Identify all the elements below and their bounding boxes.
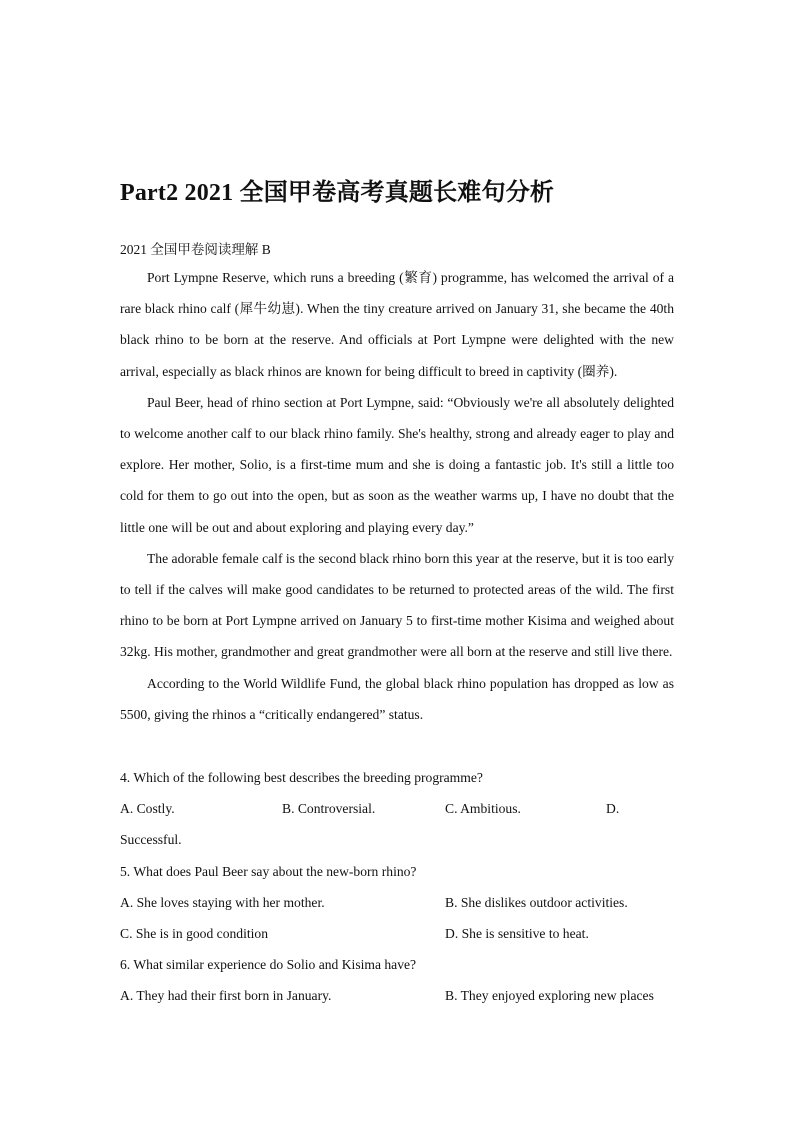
question-options-6-row1	[120, 980, 674, 1011]
option-5d: D. She is sensitive to heat.	[445, 925, 589, 941]
question-options-5-row2	[120, 918, 674, 949]
section-label: 2021 全国甲卷阅读理解 B	[120, 242, 271, 257]
passage-paragraph-4: According to the World Wildlife Fund, the global black rhino population has dropped as low as 5500, giving the rhinos a “critically endangered” status.	[120, 675, 674, 722]
option-5b: B. She dislikes outdoor activities.	[445, 894, 628, 910]
option-5c: C. She is in good condition	[120, 925, 269, 941]
option-5a: A. She loves staying with her mother.	[120, 894, 325, 910]
passage-paragraph-2: Paul Beer, head of rhino section at Port Lympne, said: “Obviously we're all absolutely delighted to welcome another calf to our black rhino family. She's healthy, strong and already eager to play and explore. Her mother, Solio, is a first-time mum and she is doing a fantastic job. It's still a little too cold for them to go out into the open, but as soon as the weather warms up, I have no doubt that the little one will be out and about exploring and playing every day.”	[120, 394, 674, 535]
document-title: Part2 2021 全国甲卷高考真题长难句分析	[120, 180, 555, 206]
passage-paragraph-1: Port Lympne Reserve, which runs a breeding (繁育) programme, has welcomed the arrival of a rare black rhino calf (犀牛幼崽). When the tiny creature arrived on January 31, she became the 40th black rhino to be born at the reserve. And officials at Port Lympne were delighted with the new arrival, especially as black rhinos are known for being difficult to breed in captivity (圈养).	[120, 270, 674, 379]
option-6b: B. They enjoyed exploring new places	[445, 988, 654, 1004]
question-list	[120, 762, 674, 1012]
option-4d: D.	[606, 801, 620, 817]
question-stem-5: 5. What does Paul Beer say about the new-born rhino?	[120, 863, 417, 879]
passage-paragraph-3: The adorable female calf is the second black rhino born this year at the reserve, but it is too early to tell if the calves will make good candidates to be returned to protected areas of the wild. The first rhino to be born at Port Lympne arrived on January 5 to first-time mother Kisima and weighed about 32kg. His mother, grandmother and great grandmother were all born at the reserve and still live there.	[120, 550, 674, 660]
option-4c: C. Ambitious.	[445, 801, 521, 817]
question-stem-6: 6. What similar experience do Solio and Kisima have?	[120, 957, 417, 973]
question-stem-4: 4. Which of the following best describes the breeding programme?	[120, 770, 483, 785]
question-options-5-row1	[120, 887, 674, 918]
question-options-4	[120, 793, 674, 824]
option-4d-text: Successful.	[120, 832, 182, 848]
option-6a: A. They had their first born in January.	[120, 988, 332, 1004]
option-4a: A. Costly.	[120, 801, 175, 817]
reading-passage	[120, 262, 674, 730]
option-4b: B. Controversial.	[282, 801, 376, 817]
